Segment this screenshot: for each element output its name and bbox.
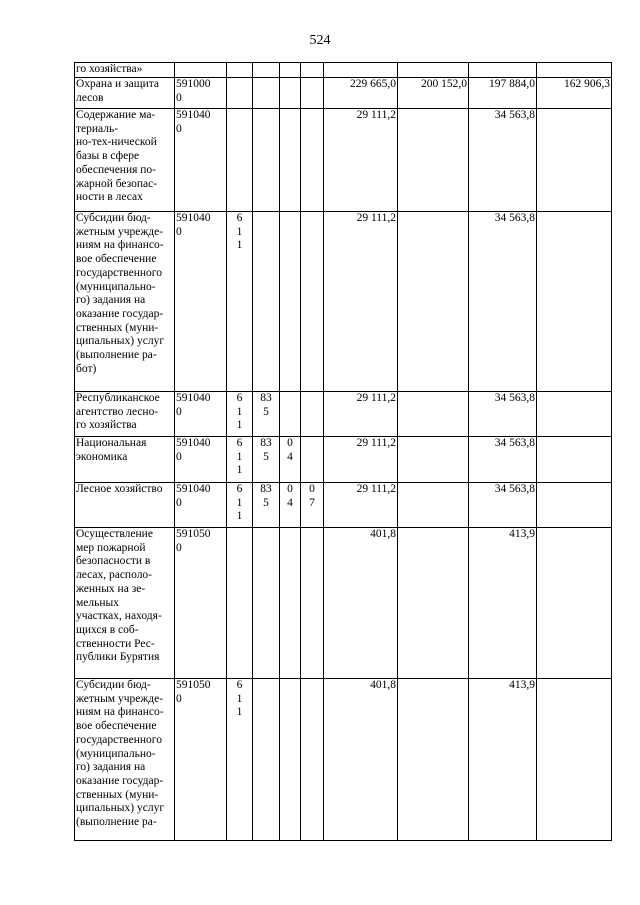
table-row	[75, 63, 612, 78]
subsection-code: 0 7	[301, 483, 324, 528]
subsection-code	[301, 63, 324, 78]
amount-2	[398, 437, 469, 483]
amount-2	[398, 483, 469, 528]
target-code: 591050 0	[175, 528, 227, 679]
expense-type: 6 1 1	[227, 212, 253, 392]
amount-3: 34 563,8	[469, 437, 537, 483]
administrator-code	[253, 109, 280, 212]
amount-2	[398, 63, 469, 78]
target-code: 591040 0	[175, 392, 227, 437]
amount-4	[537, 437, 612, 483]
section-code	[280, 63, 301, 78]
amount-4	[537, 392, 612, 437]
row-name: Содержание ма- териаль- но-тех-нической базы в сфере обеспечения по- жарной безопас- ности в лесах	[75, 109, 175, 212]
amount-3	[469, 63, 537, 78]
section-code	[280, 528, 301, 679]
amount-4	[537, 63, 612, 78]
amount-4	[537, 109, 612, 212]
amount-1: 29 111,2	[324, 212, 398, 392]
expense-type: 6 1 1	[227, 437, 253, 483]
expense-type	[227, 109, 253, 212]
amount-3: 197 884,0	[469, 78, 537, 109]
amount-4	[537, 483, 612, 528]
amount-4	[537, 679, 612, 841]
table-row	[75, 212, 612, 392]
table-row	[75, 109, 612, 212]
amount-4	[537, 212, 612, 392]
section-code	[280, 109, 301, 212]
row-name: го хозяйства»	[75, 63, 175, 78]
target-code: 591040 0	[175, 437, 227, 483]
amount-1: 401,8	[324, 679, 398, 841]
table-row	[75, 392, 612, 437]
budget-table	[74, 62, 612, 841]
administrator-code	[253, 63, 280, 78]
expense-type: 6 1 1	[227, 392, 253, 437]
amount-4	[537, 528, 612, 679]
subsection-code	[301, 212, 324, 392]
amount-3: 413,9	[469, 679, 537, 841]
administrator-code: 83 5	[253, 483, 280, 528]
section-code: 0 4	[280, 483, 301, 528]
target-code: 591040 0	[175, 212, 227, 392]
section-code: 0 4	[280, 437, 301, 483]
administrator-code: 83 5	[253, 437, 280, 483]
subsection-code	[301, 109, 324, 212]
amount-4: 162 906,3	[537, 78, 612, 109]
row-name: Республиканское агентство лесно- го хозяйства	[75, 392, 175, 437]
expense-type: 6 1 1	[227, 483, 253, 528]
section-code	[280, 679, 301, 841]
amount-1: 29 111,2	[324, 483, 398, 528]
subsection-code	[301, 437, 324, 483]
row-name: Лесное хозяйство	[75, 483, 175, 528]
subsection-code	[301, 528, 324, 679]
table-row	[75, 679, 612, 841]
administrator-code	[253, 679, 280, 841]
amount-3: 34 563,8	[469, 212, 537, 392]
target-code	[175, 63, 227, 78]
subsection-code	[301, 392, 324, 437]
amount-2	[398, 392, 469, 437]
amount-3: 413,9	[469, 528, 537, 679]
amount-1	[324, 63, 398, 78]
section-code	[280, 212, 301, 392]
amount-3: 34 563,8	[469, 483, 537, 528]
row-name: Субсидии бюд- жетным учрежде- ниям на финансо- вое обеспечение государственного (муниципально- го) задания на оказание государ- ственных (муни- ципальных) услуг (выполнение ра-	[75, 679, 175, 841]
target-code: 591040 0	[175, 109, 227, 212]
table-row	[75, 528, 612, 679]
amount-2: 200 152,0	[398, 78, 469, 109]
administrator-code: 83 5	[253, 392, 280, 437]
amount-1: 401,8	[324, 528, 398, 679]
administrator-code	[253, 212, 280, 392]
expense-type	[227, 78, 253, 109]
amount-1: 229 665,0	[324, 78, 398, 109]
target-code: 591050 0	[175, 679, 227, 841]
row-name: Осуществление мер пожарной безопасности в лесах, располо- женных на зе- мельных участках, находя- щихся в соб- ственности Рес- публики Бурятия	[75, 528, 175, 679]
subsection-code	[301, 78, 324, 109]
amount-2	[398, 679, 469, 841]
expense-type	[227, 63, 253, 78]
administrator-code	[253, 528, 280, 679]
amount-3: 34 563,8	[469, 392, 537, 437]
expense-type	[227, 528, 253, 679]
amount-2	[398, 109, 469, 212]
amount-3: 34 563,8	[469, 109, 537, 212]
page-number: 524	[309, 33, 331, 48]
amount-2	[398, 212, 469, 392]
amount-1: 29 111,2	[324, 392, 398, 437]
administrator-code	[253, 78, 280, 109]
row-name: Национальная экономика	[75, 437, 175, 483]
section-code	[280, 392, 301, 437]
section-code	[280, 78, 301, 109]
target-code: 591000 0	[175, 78, 227, 109]
target-code: 591040 0	[175, 483, 227, 528]
table-row	[75, 483, 612, 528]
amount-1: 29 111,2	[324, 437, 398, 483]
table-row	[75, 437, 612, 483]
expense-type: 6 1 1	[227, 679, 253, 841]
amount-1: 29 111,2	[324, 109, 398, 212]
subsection-code	[301, 679, 324, 841]
row-name: Охрана и защита лесов	[75, 78, 175, 109]
row-name: Субсидии бюд- жетным учрежде- ниям на финансо- вое обеспечение государственного (муниципально- го) задания на оказание государ- ственных (муни- ципальных) услуг (выполнение ра- бот)	[75, 212, 175, 392]
amount-2	[398, 528, 469, 679]
table-row	[75, 78, 612, 109]
